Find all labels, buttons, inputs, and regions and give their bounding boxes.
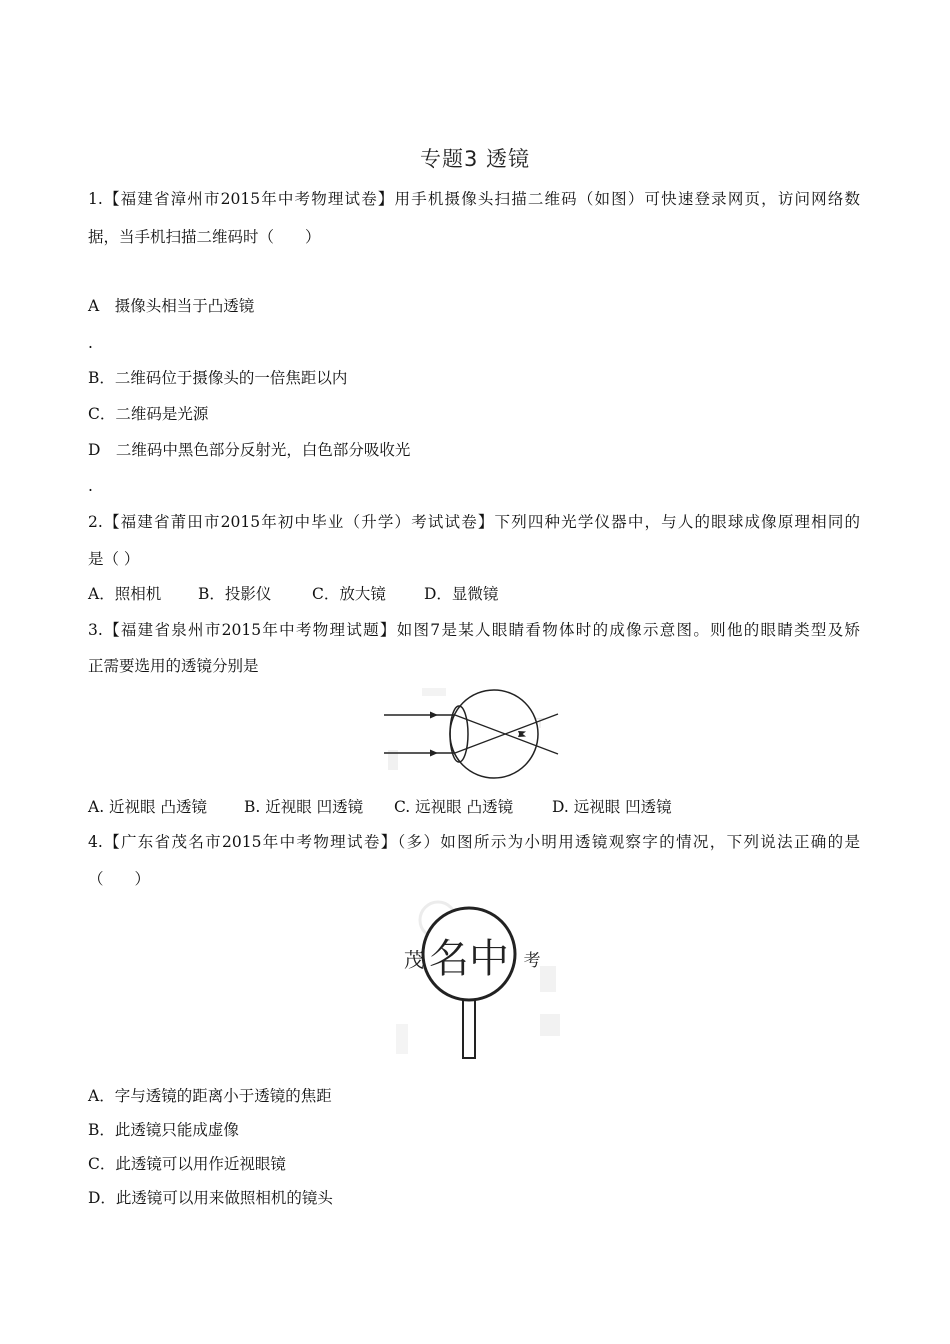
q3-option-a: A. 近视眼 凸透镜 (88, 798, 207, 816)
q1-option-c: C．二维码是光源 (88, 405, 209, 423)
q3-stem-line1: 3.【福建省泉州市2015年中考物理试题】如图7是某人眼睛看物体时的成像示意图。则他的眼睛类型及矫 (88, 621, 860, 639)
q4-stem-line2: （ ） (88, 870, 151, 888)
eyeball-outline (450, 690, 538, 778)
watermark-trace (540, 1014, 560, 1036)
q2-option-c: C．放大镜 (312, 585, 386, 603)
q3-stem-line2: 正需要选用的透镜分别是 (88, 657, 259, 675)
ray-arrow-icon (430, 750, 438, 757)
q4-option-c: C．此透镜可以用作近视眼镜 (88, 1155, 286, 1173)
q2-option-a: A．照相机 (88, 585, 162, 603)
q2-stem-line1: 2.【福建省莆田市2015年初中毕业（升学）考试试卷】下列四种光学仪器中，与人的眼球成像原理相同的 (88, 513, 860, 531)
q2-options (88, 584, 498, 604)
q1-option-d: D 二维码中黑色部分反射光，白色部分吸收光 (88, 441, 411, 459)
q3-options (88, 797, 672, 817)
q3-option-c: C. 远视眼 凸透镜 (394, 798, 514, 816)
q1-option-a-dot: . (88, 334, 93, 352)
eye-diagram (378, 684, 574, 784)
page-title: 专题3 透镜 (419, 147, 531, 171)
watermark-trace (396, 1024, 408, 1054)
q2-option-b: B．投影仪 (198, 585, 272, 603)
q3-option-b: B. 近视眼 凹透镜 (244, 798, 364, 816)
q1-stem-line1: 1.【福建省漳州市2015年中考物理试卷】用手机摄像头扫描二维码（如图）可快速登录网页，访问网络数 (88, 190, 860, 208)
magnifier-figure (380, 896, 576, 1068)
q1-stem-line2: 据，当手机扫描二维码时（ ） (88, 228, 321, 246)
q4-stem-line1: 4.【广东省茂名市2015年中考物理试卷】（多）如图所示为小明用透镜观察字的情况，下列说法正确的是 (88, 833, 860, 851)
magnified-text: 名中 (429, 936, 509, 982)
unmagnified-char-right: 考 (523, 951, 541, 971)
watermark-trace (540, 966, 556, 992)
unmagnified-char-left: 茂 (404, 948, 424, 972)
magnifier-handle (463, 998, 475, 1058)
q4-option-b: B．此透镜只能成虚像 (88, 1121, 239, 1139)
q1-option-d-dot: . (88, 477, 93, 495)
q1-option-a: A 摄像头相当于凸透镜 (88, 297, 255, 315)
q1-option-b: B．二维码位于摄像头的一倍焦距以内 (88, 369, 348, 387)
q2-option-d: D．显微镜 (424, 585, 499, 603)
ray-arrow-icon (430, 712, 438, 719)
q4-option-d: D．此透镜可以用来做照相机的镜头 (88, 1189, 333, 1207)
q3-option-d: D. 远视眼 凹透镜 (552, 798, 672, 816)
q2-stem-line2: 是（ ） (88, 550, 140, 568)
q4-option-a: A．字与透镜的距离小于透镜的焦距 (88, 1087, 332, 1105)
scan-mark (422, 688, 446, 696)
scan-mark: T (536, 717, 544, 732)
refracted-ray-bottom (455, 714, 558, 753)
